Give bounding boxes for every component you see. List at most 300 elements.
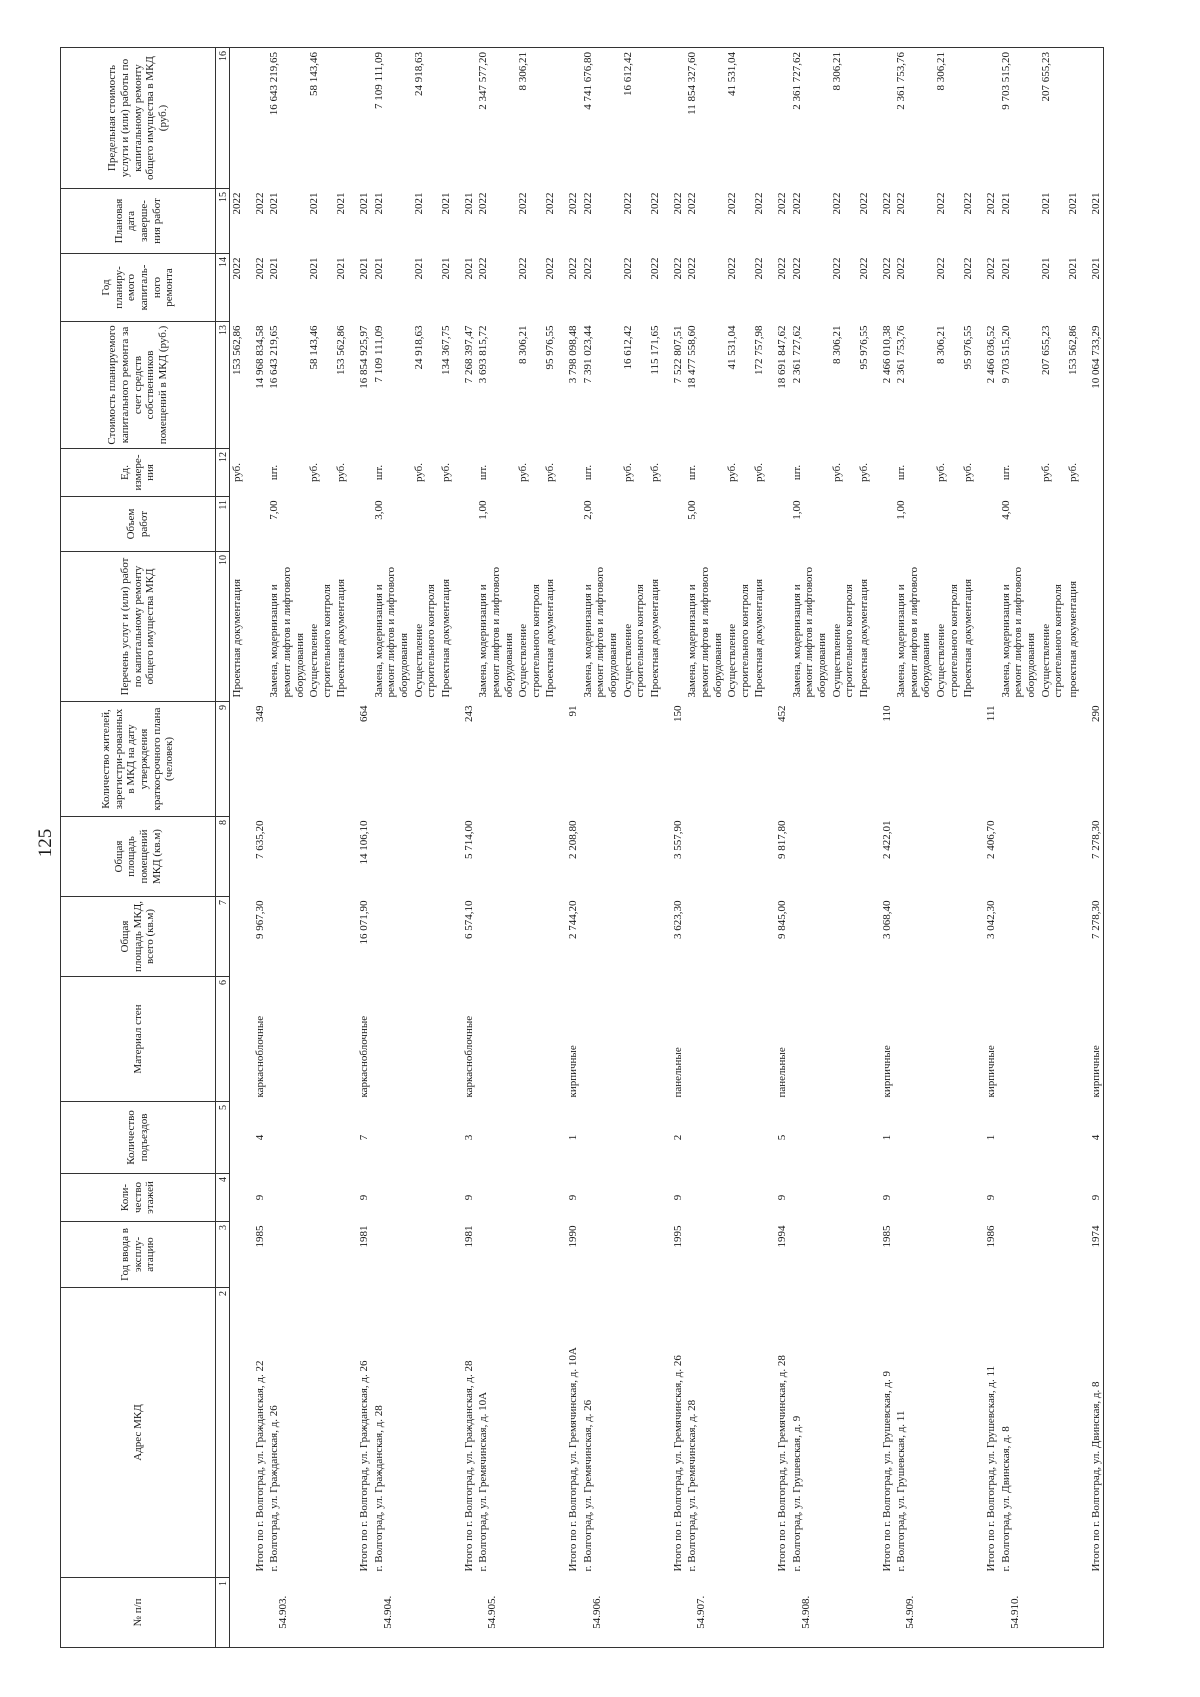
table-body [230,48,1104,1648]
floors-cell [934,1174,961,1222]
volume-cell: 4,00 [999,500,1012,520]
table-row [543,48,558,1648]
total-area-cell [372,897,412,977]
address-cell [752,1288,767,1578]
repair-year-cell: 2022 [567,257,580,280]
column-number: 1 [216,1578,230,1648]
year-built-cell [830,1222,857,1288]
volume-cell [230,497,245,552]
total-area-cell: 3 068,40 [880,900,893,939]
column-number: 9 [216,702,230,817]
rotated-table-container [60,48,1140,1648]
address-cell [334,1288,349,1578]
address-cell: Итого по г. Волгоград, ул. Гражданская, д. 26 [358,1360,371,1572]
repair-year-cell: 2022 [671,257,684,280]
total-area-cell: 7 278,30 [1081,897,1104,977]
premises-area-cell: 2 208,80 [567,820,580,859]
premises-area-cell: 14 106,10 [358,820,371,865]
unit-cell: руб. [412,462,425,483]
floors-cell: 9 [253,1194,266,1201]
total-row [558,48,581,1648]
residents-cell [372,702,412,817]
work-type-cell [558,552,581,702]
work-type-cell: Осуществление строительного контроля [1039,584,1065,698]
address-cell: Итого по г. Волгоград, ул. Двинская, д. 8 [1081,1288,1104,1578]
address-cell [621,1288,648,1578]
total-area-cell [230,897,245,977]
repair-year-cell: 2021 [1039,257,1052,280]
address-cell: г. Волгоград, ул. Гремячинская, д. 28 [686,1399,699,1572]
header-cell: Общая площадь МКД, всего (кв.м) [61,897,216,977]
max-cost-cell: 8 306,21 [516,48,543,189]
row-number [725,1578,752,1648]
work-type-cell: Замена, модернизация и ремонт лифтов и лифтового оборудования [372,566,411,698]
work-type-cell: Проектная документация [857,578,870,698]
residents-cell [725,702,752,817]
premises-area-cell [725,817,752,897]
header-cell: Количество подъездов [61,1102,216,1174]
floors-cell [372,1174,412,1222]
volume-cell [307,497,334,552]
total-area-cell [1039,897,1066,977]
work-type-cell: Осуществление строительного контроля [308,584,333,698]
total-area-cell [307,897,334,977]
completion-date-cell: 2022 [830,192,843,215]
residents-cell: 349 [253,705,266,722]
completion-date-cell: 2021 [1066,192,1079,215]
premises-area-cell [267,817,307,897]
floors-cell [267,1174,307,1222]
work-type-cell: Замена, модернизация и ремонт лифтов и лифтового оборудования [895,566,933,698]
volume-cell [245,497,268,552]
unit-cell [767,449,790,497]
entrances-cell: 1 [880,1134,893,1141]
address-cell [648,1288,663,1578]
floors-cell: 9 [985,1194,998,1201]
address-cell [307,1288,334,1578]
header-cell: Ед. измере-ния [61,449,216,497]
wall-material-cell [685,977,725,1102]
residents-cell: 110 [880,705,893,722]
residents-cell [934,702,961,817]
cost-cell: 7 109 111,09 [372,325,385,383]
total-area-cell [581,897,621,977]
table-row [476,48,516,1648]
premises-area-cell [516,817,543,897]
column-number: 12 [216,449,230,497]
cost-cell: 95 976,55 [962,325,975,370]
residents-cell [1066,702,1081,817]
unit-cell: руб. [753,462,766,483]
unit-cell: руб. [857,462,870,483]
column-number: 2 [216,1288,230,1578]
max-cost-cell [752,48,767,189]
work-type-cell: Проектная документация [335,578,348,698]
year-built-cell: 1985 [253,1225,266,1248]
work-type-cell [454,552,477,702]
work-type-cell [976,552,999,702]
work-type-cell: Замена, модернизация и ремонт лифтов и лифтового оборудования [686,566,724,698]
unit-cell: шт. [790,464,803,481]
address-cell [934,1288,961,1578]
cost-cell: 14 968 834,58 [253,325,266,389]
work-type-cell: Проектная документация [439,578,452,698]
wall-material-cell [961,977,976,1102]
completion-date-cell: 2022 [962,192,975,215]
total-area-cell [934,897,961,977]
residents-cell [752,702,767,817]
column-number: 16 [216,48,230,189]
max-cost-cell: 2 361 727,62 [790,48,830,189]
unit-cell: шт. [999,464,1012,481]
table-row [516,48,543,1648]
unit-cell: руб. [308,462,321,483]
completion-date-cell: 2022 [544,192,557,215]
address-cell: Итого по г. Волгоград, ул. Грушевская, д. 9 [880,1370,893,1572]
unit-cell [872,449,895,497]
table-row [581,48,621,1648]
column-number: 5 [216,1102,230,1174]
total-area-cell [725,897,752,977]
wall-material-cell [999,977,1039,1102]
volume-cell [516,497,543,552]
repair-year-cell: 2022 [621,257,634,280]
header-cell: Плановая дата заверше-ния работ [61,189,216,254]
wall-material-cell: панельные [776,1047,789,1098]
max-cost-cell [1066,48,1081,189]
residents-cell [1039,702,1066,817]
repair-year-cell: 2021 [268,257,281,280]
entrances-cell [999,1102,1039,1174]
entrances-cell [516,1102,543,1174]
year-built-cell: 1990 [567,1225,580,1248]
total-area-cell: 16 071,90 [358,900,371,945]
unit-cell: руб. [726,462,739,483]
total-row [976,48,999,1648]
volume-cell [752,497,767,552]
completion-date-cell: 2021 [358,192,371,215]
repair-year-cell: 2021 [308,257,321,280]
premises-area-cell [999,817,1039,897]
residents-cell: 290 [1081,702,1104,817]
max-cost-cell [1081,48,1104,189]
completion-date-cell: 2022 [253,192,266,215]
cost-cell: 24 918,63 [412,325,425,370]
wall-material-cell: каркаснoблочные [253,1015,266,1098]
page-number: 125 [35,828,56,858]
volume-cell [1066,497,1081,552]
wall-material-cell [439,977,454,1102]
completion-date-cell: 2022 [517,192,530,215]
premises-area-cell [830,817,857,897]
completion-date-cell: 2022 [581,192,594,215]
wall-material-cell [334,977,349,1102]
wall-material-cell [621,977,648,1102]
cost-cell: 18 477 558,60 [686,325,699,389]
entrances-cell [230,1102,245,1174]
premises-area-cell [648,817,663,897]
max-cost-cell: 9 703 515,20 [999,48,1039,189]
premises-area-cell [412,817,439,897]
table-row [1039,48,1066,1648]
year-built-cell [790,1222,830,1288]
residents-cell: 243 [462,705,475,722]
volume-cell [648,497,663,552]
row-number [1039,1578,1066,1648]
table-row [685,48,725,1648]
table-row [334,48,349,1648]
table-row [267,48,307,1648]
floors-cell [685,1174,725,1222]
address-cell [1066,1288,1081,1578]
header-cell: Коли-чество этажей [61,1174,216,1222]
entrances-cell [857,1102,872,1174]
completion-date-cell: 2022 [753,192,766,215]
year-built-cell [307,1222,334,1288]
entrances-cell [412,1102,439,1174]
premises-area-cell [543,817,558,897]
premises-area-cell [934,817,961,897]
year-built-cell [439,1222,454,1288]
address-cell [1039,1288,1066,1578]
residents-cell [230,702,245,817]
row-number: 54.904. [372,1578,412,1648]
wall-material-cell [894,977,934,1102]
total-area-cell: 9 845,00 [776,900,789,939]
row-number [857,1578,872,1648]
row-number [412,1578,439,1648]
year-built-cell [857,1222,872,1288]
max-cost-cell: 207 655,23 [1039,48,1066,189]
premises-area-cell [307,817,334,897]
work-type-cell: Замена, модернизация и ремонт лифтов и лифтового оборудования [477,566,515,698]
completion-date-cell: 2021 [268,192,281,215]
address-cell: Итого по г. Волгоград, ул. Гремячинская, д. 28 [776,1355,789,1572]
repair-year-cell: 2022 [753,257,766,280]
total-area-cell [439,897,454,977]
completion-date-cell: 2022 [935,192,948,215]
entrances-cell: 4 [1081,1102,1104,1174]
year-built-cell [725,1222,752,1288]
volume-cell [830,497,857,552]
header-cell: Год планиру-емого капиталь-ного ремонта [61,254,216,322]
total-area-cell [790,897,830,977]
unit-cell: руб. [935,462,948,483]
total-area-cell [894,897,934,977]
wall-material-cell [752,977,767,1102]
max-cost-cell: 2 361 753,76 [894,48,934,189]
repair-year-cell: 2022 [686,257,699,280]
entrances-cell: 2 [671,1134,684,1141]
table-row [648,48,663,1648]
address-cell: Итого по г. Волгоград, ул. Гремячинская, д. 10А [567,1347,580,1572]
entrances-cell [830,1102,857,1174]
table-row [961,48,976,1648]
cost-cell: 16 612,42 [621,325,634,370]
total-area-cell [412,897,439,977]
floors-cell [830,1174,857,1222]
entrances-cell: 3 [462,1134,475,1141]
unit-cell: руб. [517,462,530,483]
total-area-cell [648,897,663,977]
row-number [230,1578,245,1648]
entrances-cell [1066,1102,1081,1174]
entrances-cell: 7 [358,1134,371,1141]
max-cost-cell: 8 306,21 [830,48,857,189]
work-type-cell: Проектная документация [231,578,243,698]
volume-cell [961,497,976,552]
row-number: 54.908. [790,1578,830,1648]
completion-date-cell: 2022 [686,192,699,215]
floors-cell [857,1174,872,1222]
entrances-cell [334,1102,349,1174]
volume-cell [334,497,349,552]
total-row [349,48,372,1648]
residents-cell [830,702,857,817]
column-number: 4 [216,1174,230,1222]
premises-area-cell [894,817,934,897]
floors-cell [1066,1174,1081,1222]
premises-area-cell [1066,817,1081,897]
address-cell: г. Волгоград, ул. Гремячинская, д. 26 [581,1399,594,1572]
cost-cell: 58 143,46 [308,325,321,370]
unit-cell: руб. [231,462,243,483]
floors-cell [334,1174,349,1222]
volume-cell [857,497,872,552]
row-number: 54.905. [476,1578,516,1648]
entrances-cell: 4 [253,1134,266,1141]
cost-cell: 7 391 023,44 [581,325,594,384]
work-type-cell [663,552,686,702]
work-type-cell [872,552,895,702]
work-type-cell: проектная документация [1066,580,1079,698]
repair-year-cell: 2022 [517,257,530,280]
cost-cell: 16 643 219,65 [268,325,281,389]
table-row [725,48,752,1648]
address-cell [857,1288,872,1578]
max-cost-cell: 4 741 676,80 [581,48,621,189]
max-cost-cell [543,48,558,189]
residents-cell: 664 [358,705,371,722]
volume-cell [412,497,439,552]
total-row [454,48,477,1648]
year-built-cell: 1994 [776,1225,789,1248]
volume-cell: 3,00 [372,500,385,520]
cost-cell: 207 655,23 [1039,325,1052,375]
work-type-cell: Проектная документация [962,578,975,698]
row-number [934,1578,961,1648]
entrances-cell [685,1102,725,1174]
residents-cell [412,702,439,817]
wall-material-cell: кирпичные [567,1045,580,1098]
total-area-cell [476,897,516,977]
total-row [1081,48,1104,1648]
floors-cell: 9 [358,1194,371,1201]
year-built-cell [1039,1222,1066,1288]
completion-date-cell: 2021 [412,192,425,215]
premises-area-cell: 2 422,01 [880,820,893,859]
premises-area-cell: 7 635,20 [253,820,266,859]
table-row [1066,48,1081,1648]
volume-cell [454,497,477,552]
premises-area-cell [857,817,872,897]
repair-year-cell: 2022 [935,257,948,280]
completion-date-cell: 2022 [726,192,739,215]
cost-cell: 153 562,86 [335,325,348,375]
row-number [767,1578,790,1648]
floors-cell [476,1174,516,1222]
floors-cell [230,1174,245,1222]
volume-cell [1081,497,1104,552]
completion-date-cell: 2022 [776,192,789,215]
wall-material-cell: кирпичные [880,1045,893,1098]
unit-cell [245,449,268,497]
total-row [663,48,686,1648]
capital-repair-table [60,47,1104,1648]
year-built-cell [516,1222,543,1288]
year-built-cell [230,1222,245,1288]
address-cell: г. Волгоград, ул. Двинская, д. 8 [999,1426,1012,1572]
volume-cell: 1,00 [477,500,490,520]
address-cell [830,1288,857,1578]
repair-year-cell: 2022 [880,257,893,280]
address-cell [230,1288,245,1578]
floors-cell [725,1174,752,1222]
header-cell: № п/п [61,1578,216,1648]
cost-cell: 2 361 753,76 [895,325,908,384]
max-cost-cell [349,48,372,189]
max-cost-cell [439,48,454,189]
cost-cell: 18 691 847,62 [776,325,789,389]
residents-cell [621,702,648,817]
wall-material-cell [267,977,307,1102]
column-number: 3 [216,1222,230,1288]
wall-material-cell [307,977,334,1102]
residents-cell: 111 [985,705,998,722]
volume-cell [872,497,895,552]
entrances-cell [581,1102,621,1174]
max-cost-cell: 24 918,63 [412,48,439,189]
cost-cell: 2 466 036,52 [985,325,998,384]
total-area-cell: 3 623,30 [671,900,684,939]
floors-cell [648,1174,663,1222]
address-cell [516,1288,543,1578]
entrances-cell [439,1102,454,1174]
row-number [976,1578,999,1648]
unit-cell: шт. [372,464,385,481]
header-cell: Количество жителей, зарегистри-рованных в МКД на дату утверждения краткосрочного плана (человек) [61,702,216,817]
unit-cell [454,449,477,497]
row-number: 54.910. [999,1578,1039,1648]
entrances-cell [725,1102,752,1174]
premises-area-cell: 5 714,00 [462,820,475,859]
floors-cell [439,1174,454,1222]
total-area-cell [857,897,872,977]
wall-material-cell: кирпичные [1081,977,1104,1102]
max-cost-cell [767,48,790,189]
residents-cell [685,702,725,817]
total-area-cell: 3 042,30 [985,900,998,939]
work-type-cell: Осуществление строительного контроля [412,584,438,698]
unit-cell [976,449,999,497]
completion-date-cell: 2022 [231,192,243,215]
work-type-cell: Замена, модернизация и ремонт лифтов и лифтового оборудования [268,566,306,698]
work-type-cell: Проектная документация [753,578,766,698]
floors-cell [621,1174,648,1222]
cost-cell: 172 757,98 [753,325,766,375]
cost-cell: 9 703 515,20 [999,325,1012,384]
entrances-cell [307,1102,334,1174]
